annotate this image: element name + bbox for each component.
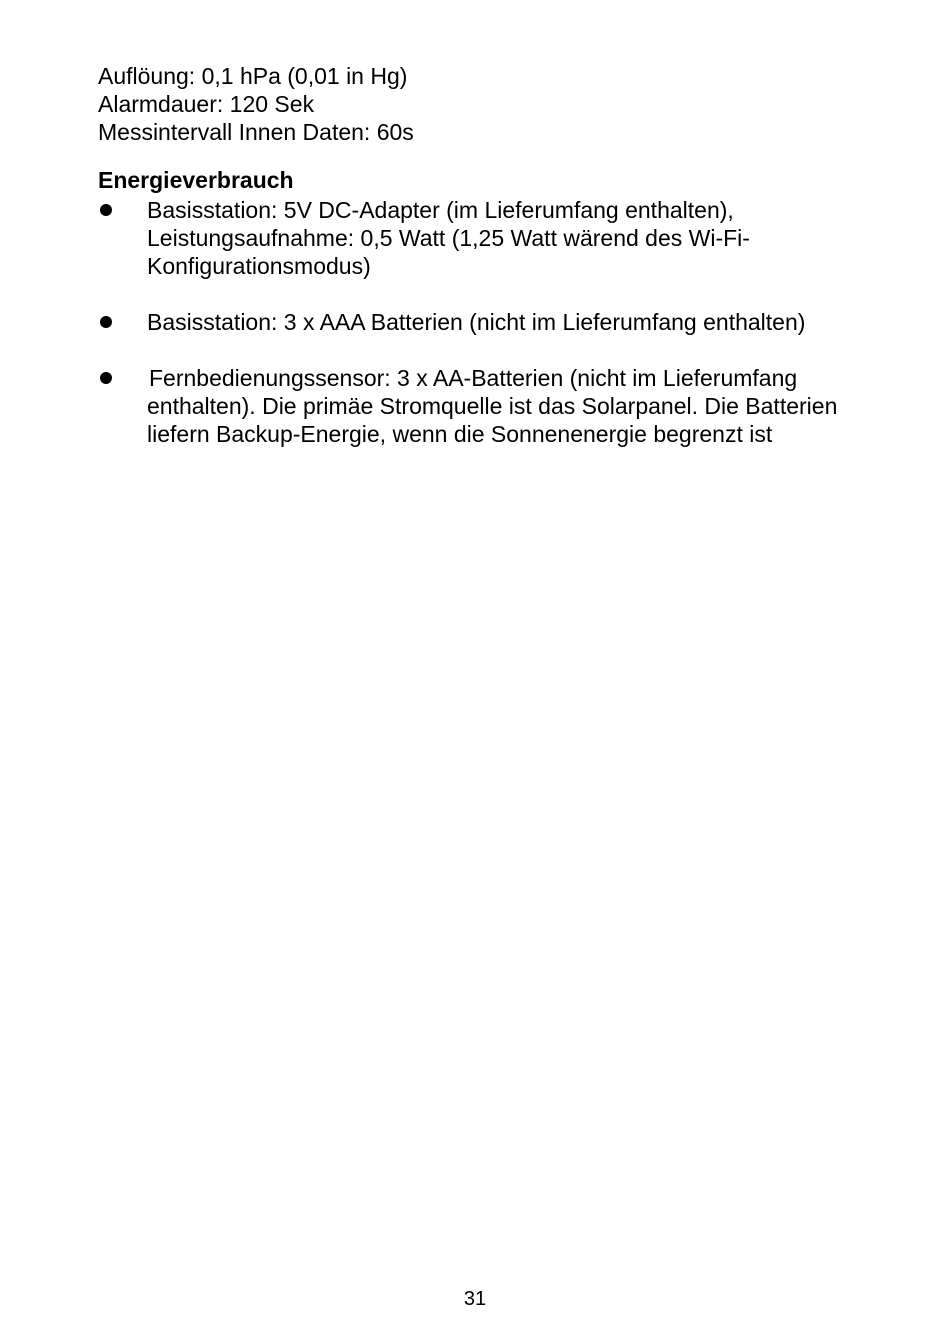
list-item-text: Basisstation: 3 x AAA Batterien (nicht im Lieferumfang enthalten) [147, 309, 806, 335]
spec-resolution: Auflöung: 0,1 hPa (0,01 in Hg) [98, 63, 408, 89]
page-number: 31 [463, 1288, 487, 1310]
list-item [98, 364, 878, 448]
list-item-text: Basisstation: 5V DC-Adapter (im Lieferumfang enthalten), Leistungsaufnahme: 0,5 Watt (1,25 Watt wärend des Wi-Fi-Konfigurationsmodus) [147, 197, 750, 279]
spec-alarm-duration: Alarmdauer: 120 Sek [98, 91, 315, 117]
bullet-icon [100, 372, 112, 384]
list-item [98, 196, 878, 280]
section-heading-power: Energieverbrauch [98, 167, 294, 193]
page-content [98, 62, 878, 476]
bullet-icon [100, 316, 112, 328]
list-item [98, 308, 878, 336]
list-item-text: Fernbedienungssensor: 3 x AA-Batterien (nicht im Lieferumfang enthalten). Die primäe Stromquelle ist das Solarpanel. Die Batterien liefern Backup-Energie, wenn die Sonnenenergie begrenzt ist [147, 365, 838, 447]
spec-indoor-interval: Messintervall Innen Daten: 60s [98, 119, 414, 145]
power-list [98, 196, 878, 448]
bullet-icon [100, 204, 112, 216]
